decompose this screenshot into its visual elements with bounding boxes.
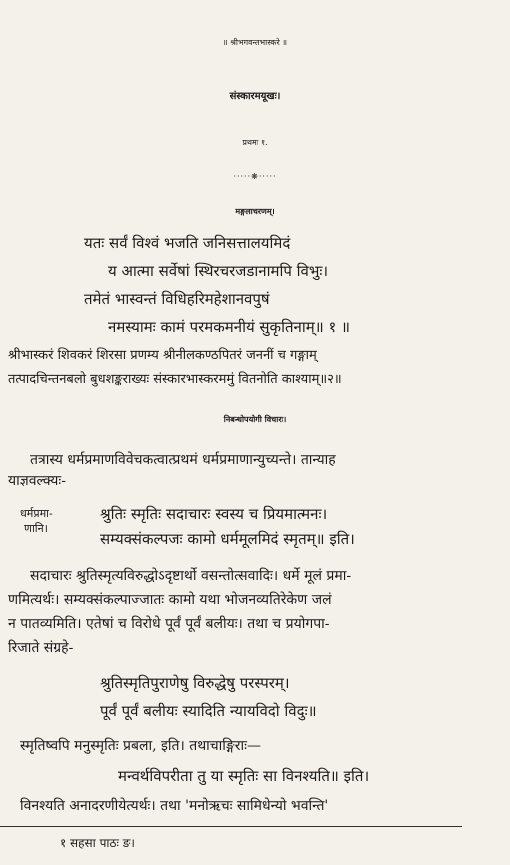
ornament-divider: ·····❋····· [233,172,277,181]
footnote-rule [0,826,462,827]
verse-line: नमस्यामः कामं परमकमनीयं सुकृतिनाम्॥ १ ॥ [108,318,351,336]
paragraph-line: णमित्यर्थः। सम्यक्संकल्पाज्जातः कामो यथा भोजनव्यतिरेकेण जलं [8,592,332,608]
verse-line: यतः सर्वं विश्वं भजति जनिसत्तालयमिदं [84,234,291,252]
paragraph-line: न पातव्यमिति। एतेषां च विरोधे पूर्वं पूर्वं बलीयः। तथा च प्रयोगपा- [8,616,330,632]
paragraph-line: स्मृतिष्वपि मनुस्मृतिः प्रबला, इति। तथाचाङ्गिराः— [20,738,261,754]
verse-line: य आत्मा सर्वेषां स्थिरचरजडानामपि विभुः। [108,262,329,280]
paragraph-line: सदाचारः श्रुतिस्मृत्यविरुद्धोऽदृष्टार्थो वसन्तोत्सवादिः। धर्मे मूलं प्रमा- [30,568,352,584]
verse-line: तत्पादचिन्तनबलो बुधशङ्कराख्यः संस्कारभास्करममुं वितनोति काश्याम्॥२॥ [8,372,342,387]
paragraph-line: विनश्यति अनादरणीयेत्यर्थः। तथा 'मनोऋचः सामिधेन्यो भवन्ति' [20,798,329,814]
section-heading-vicharah: निबन्धोपयोगी विचारः। [223,414,287,424]
chapter-label: प्रथमः १. [242,138,268,147]
quote-line: पूर्वं पूर्वं बलीयः स्यादिति न्यायविदो विदुः॥ [100,702,317,720]
quote-line: श्रुतिः स्मृतिः सदाचारः स्वस्य च प्रियमात्मनः। [100,505,328,523]
margin-note: धर्मप्रमा- [20,507,53,520]
quote-line: श्रुतिस्मृतिपुराणेषु विरुद्धेषु परस्परम्। [100,674,290,692]
verse-line: तमेतं भास्वन्तं विधिहरिमहेशानवपुषं [84,290,270,308]
paragraph-line: रिजाते संग्रहे- [8,640,74,656]
quote-line: मन्वर्थविपरीता तु या स्मृतिः सा विनश्यति॥ इति। [118,767,370,785]
footnote: १ सहसा पाठः ङ। [60,836,135,850]
page-title: संस्कारमयूखः। [229,91,281,102]
verse-line: श्रीभास्करं शिवकरं शिरसा प्रणम्य श्रीनीलकण्ठपितरं जननीं च गङ्गाम् [8,348,317,363]
paragraph-line: तत्रास्य धर्मप्रमाणविवेचकत्वात्प्रथमं धर्मप्रमाणान्युच्यन्ते। तान्याह [30,452,336,468]
margin-note: णानि। [24,522,48,535]
section-heading-mangalacharanam: मङ्गलाचरणम्। [235,206,275,216]
quote-line: सम्यक्संकल्पजः कामो धर्ममूलमिदं स्मृतम्॥ इति। [100,530,355,548]
page-header: ॥ श्रीभगवन्तभास्करे ॥ [222,38,288,47]
paragraph-line: याज्ञवल्क्यः- [8,473,66,489]
